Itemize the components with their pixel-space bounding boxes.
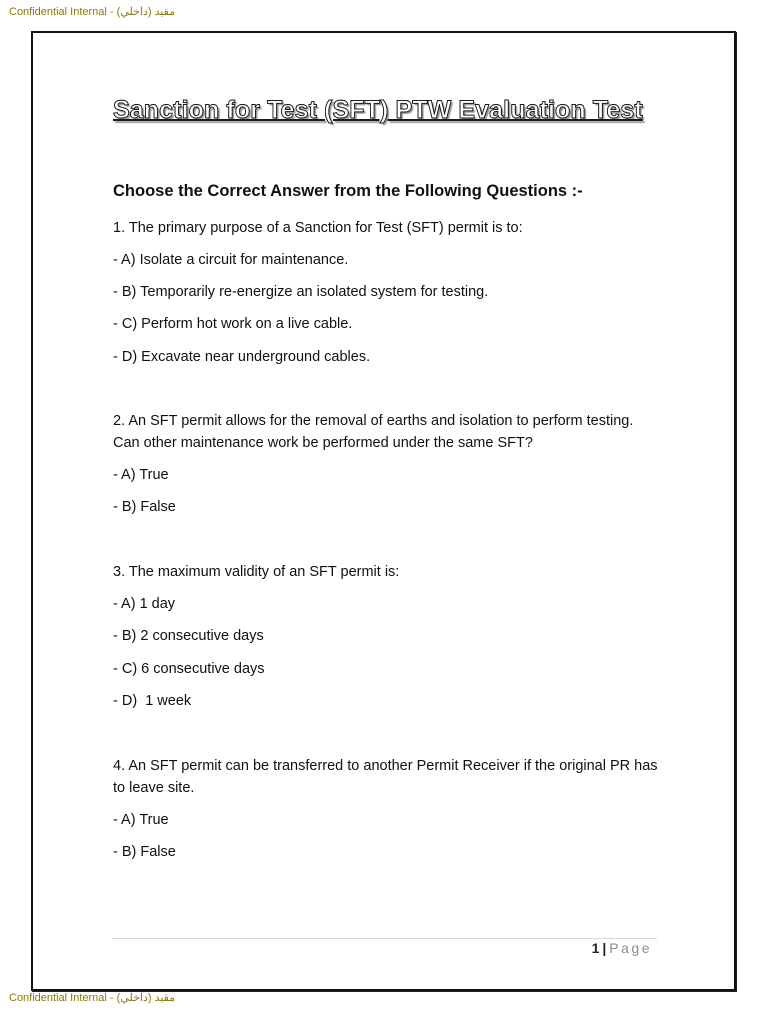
question-3-option-d: - D) 1 week [113,693,192,709]
instruction-heading: Choose the Correct Answer from the Following Questions :- [113,182,583,200]
question-4-option-a: - A) True [113,812,169,828]
question-4-text: 4. An SFT permit can be transferred to another Permit Receiver if the original PR has to leave site. [113,758,658,796]
classification-label-bottom: Confidential Internal - مقيد (داخلي) [9,992,176,1004]
page-footer [592,940,652,956]
page-number: 1 [591,940,600,956]
document-title: Sanction for Test (SFT) PTW Evaluation Test [113,96,643,124]
classification-label-top: Confidential Internal - مقيد (داخلي) [9,6,176,18]
question-1-option-a: - A) Isolate a circuit for maintenance. [113,252,349,268]
page-label: Page [609,940,652,956]
question-3-option-a: - A) 1 day [113,596,176,612]
question-1-option-d: - D) Excavate near underground cables. [113,349,371,365]
question-4-option-b: - B) False [113,844,176,860]
page-separator: | [602,940,607,956]
question-2-text: 2. An SFT permit allows for the removal of earths and isolation to perform testing. Can other maintenance work be performed under the same SFT? [113,413,634,451]
question-1-option-c: - C) Perform hot work on a live cable. [113,316,353,332]
question-2-option-a: - A) True [113,467,169,483]
question-1-option-b: - B) Temporarily re-energize an isolated system for testing. [113,284,489,300]
question-1-text: 1. The primary purpose of a Sanction for Test (SFT) permit is to: [113,220,523,236]
question-3-option-b: - B) 2 consecutive days [113,628,264,644]
question-3-option-c: - C) 6 consecutive days [113,661,265,677]
question-2-option-b: - B) False [113,499,176,515]
footer-divider [112,938,657,939]
question-3-text: 3. The maximum validity of an SFT permit is: [113,564,400,580]
